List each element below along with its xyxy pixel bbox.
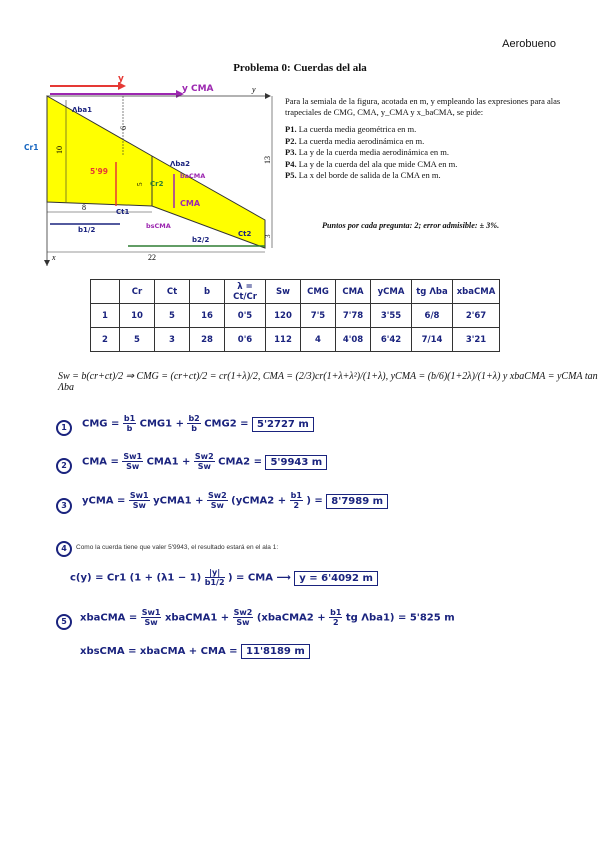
y-arrow-label: y bbox=[118, 74, 124, 84]
label-cr2: Cr2 bbox=[150, 180, 164, 188]
label-cma: CMA bbox=[180, 199, 201, 208]
table-row: 2 5 3 28 0'6 112 4 4'08 6'42 7/14 3'21 bbox=[91, 328, 500, 352]
step-6-result: 11'8189 m bbox=[241, 644, 310, 659]
label-cr1: Cr1 bbox=[24, 143, 39, 152]
label-aba1: Λba1 bbox=[72, 106, 93, 114]
formula-line: Sw = b(cr+ct)/2 ⇒ CMG = (cr+ct)/2 = cr(1+λ)/2, CMA = (2/3)cr(1+λ+λ²)/(1+λ), yCMA = (b/6)(1+2λ)/(1+λ) y xbaCMA = yCMA tan Λba bbox=[58, 371, 598, 393]
points-note: Puntos por cada pregunta: 2; error admisible: ± 3%. bbox=[322, 221, 500, 230]
table-header-row: Cr Ct b λ = Ct/Cr Sw CMG CMA yCMA tg Λba xbaCMA bbox=[91, 280, 500, 304]
page-title: Problema 0: Cuerdas del ala bbox=[233, 62, 367, 74]
step-2-result: 5'9943 m bbox=[265, 455, 327, 470]
question-2: P2. La cuerda media aerodinámica en m. bbox=[285, 135, 425, 146]
dim-22: 22 bbox=[148, 253, 156, 262]
label-bscma: bsCMA bbox=[146, 222, 171, 230]
x-axis-label: x bbox=[52, 253, 56, 262]
step-1-number: 1 bbox=[56, 420, 72, 436]
step-1-equation: CMG = $\frac{b1}{b}$ CMG1 + $\frac{b2}{b}$ CMG2 = 5'2727 m bbox=[82, 414, 314, 433]
question-list bbox=[285, 124, 575, 182]
table-row: 1 10 5 16 0'5 120 7'5 7'78 3'55 6/8 2'67 bbox=[91, 304, 500, 328]
dim-5: 5 bbox=[136, 182, 144, 186]
y-axis-label: y bbox=[252, 85, 256, 94]
step-2-number: 2 bbox=[56, 458, 72, 474]
step-6-equation: xbsCMA = xbaCMA + CMA = 11'8189 m bbox=[80, 646, 310, 657]
step-3-result: 8'7989 m bbox=[326, 494, 388, 509]
step-4-number: 4 bbox=[56, 541, 72, 557]
step-3-equation: yCMA = $\frac{Sw1}{Sw}$ yCMA1 + $\frac{Sw2}{Sw}$ (yCMA2 + $\frac{b1}{2}$ ) = 8'7989 m bbox=[82, 491, 388, 510]
step-5-equation: xbaCMA = $\frac{Sw1}{Sw}$ xbaCMA1 + $\frac{Sw2}{Sw}$ (xbaCMA2 + $\frac{b1}{2}$ tg Λba1) = 5'825 m bbox=[80, 608, 455, 627]
data-table bbox=[90, 279, 500, 352]
wing-figure bbox=[20, 70, 282, 270]
ycma-arrow-label: y CMA bbox=[182, 84, 214, 94]
question-5: P5. La x del borde de salida de la CMA en m. bbox=[285, 170, 441, 180]
label-b1-2: b1/2 bbox=[78, 226, 96, 234]
dim-10: 10 bbox=[55, 146, 64, 154]
question-1: P1. La cuerda media geométrica en m. bbox=[285, 124, 417, 134]
question-3: P3. La y de la cuerda media aerodinámica en m. bbox=[285, 147, 450, 157]
author: Aerobueno bbox=[502, 38, 556, 50]
step-4-note: Como la cuerda tiene que valer 5'9943, el resultado estará en el ala 1: bbox=[76, 544, 279, 551]
label-599: 5'99 bbox=[90, 167, 108, 176]
step-3-number: 3 bbox=[56, 498, 72, 514]
question-4: P4. La y de la cuerda del ala que mide CMA en m. bbox=[285, 158, 458, 169]
dim-8: 8 bbox=[82, 203, 86, 212]
label-ct1: Ct1 bbox=[116, 208, 130, 216]
step-4-equation: c(y) = Cr1 (1 + (λ1 − 1) $\frac{|y|}{b1/2}$ ) = CMA ⟶ y = 6'4092 m bbox=[70, 568, 378, 587]
step-2-equation: CMA = $\frac{Sw1}{Sw}$ CMA1 + $\frac{Sw2}{Sw}$ CMA2 = 5'9943 m bbox=[82, 452, 327, 471]
label-aba2: Λba2 bbox=[170, 160, 191, 168]
dim-6: 6 bbox=[119, 126, 128, 130]
step-4-result: y = 6'4092 m bbox=[294, 571, 378, 586]
dim-3: 3 bbox=[264, 234, 272, 238]
label-b2-2: b2/2 bbox=[192, 236, 210, 244]
intro-text: Para la semiala de la figura, acotada en m, y empleando las expresiones para alas trapeciales de CMG, CMA, y_CMA y x_baCMA, se pide: bbox=[285, 96, 561, 117]
dim-13: 13 bbox=[263, 156, 272, 164]
label-ct2: Ct2 bbox=[238, 230, 252, 238]
step-1-result: 5'2727 m bbox=[252, 417, 314, 432]
step-5-number: 5 bbox=[56, 614, 72, 630]
label-bacma: baCMA bbox=[180, 172, 206, 180]
